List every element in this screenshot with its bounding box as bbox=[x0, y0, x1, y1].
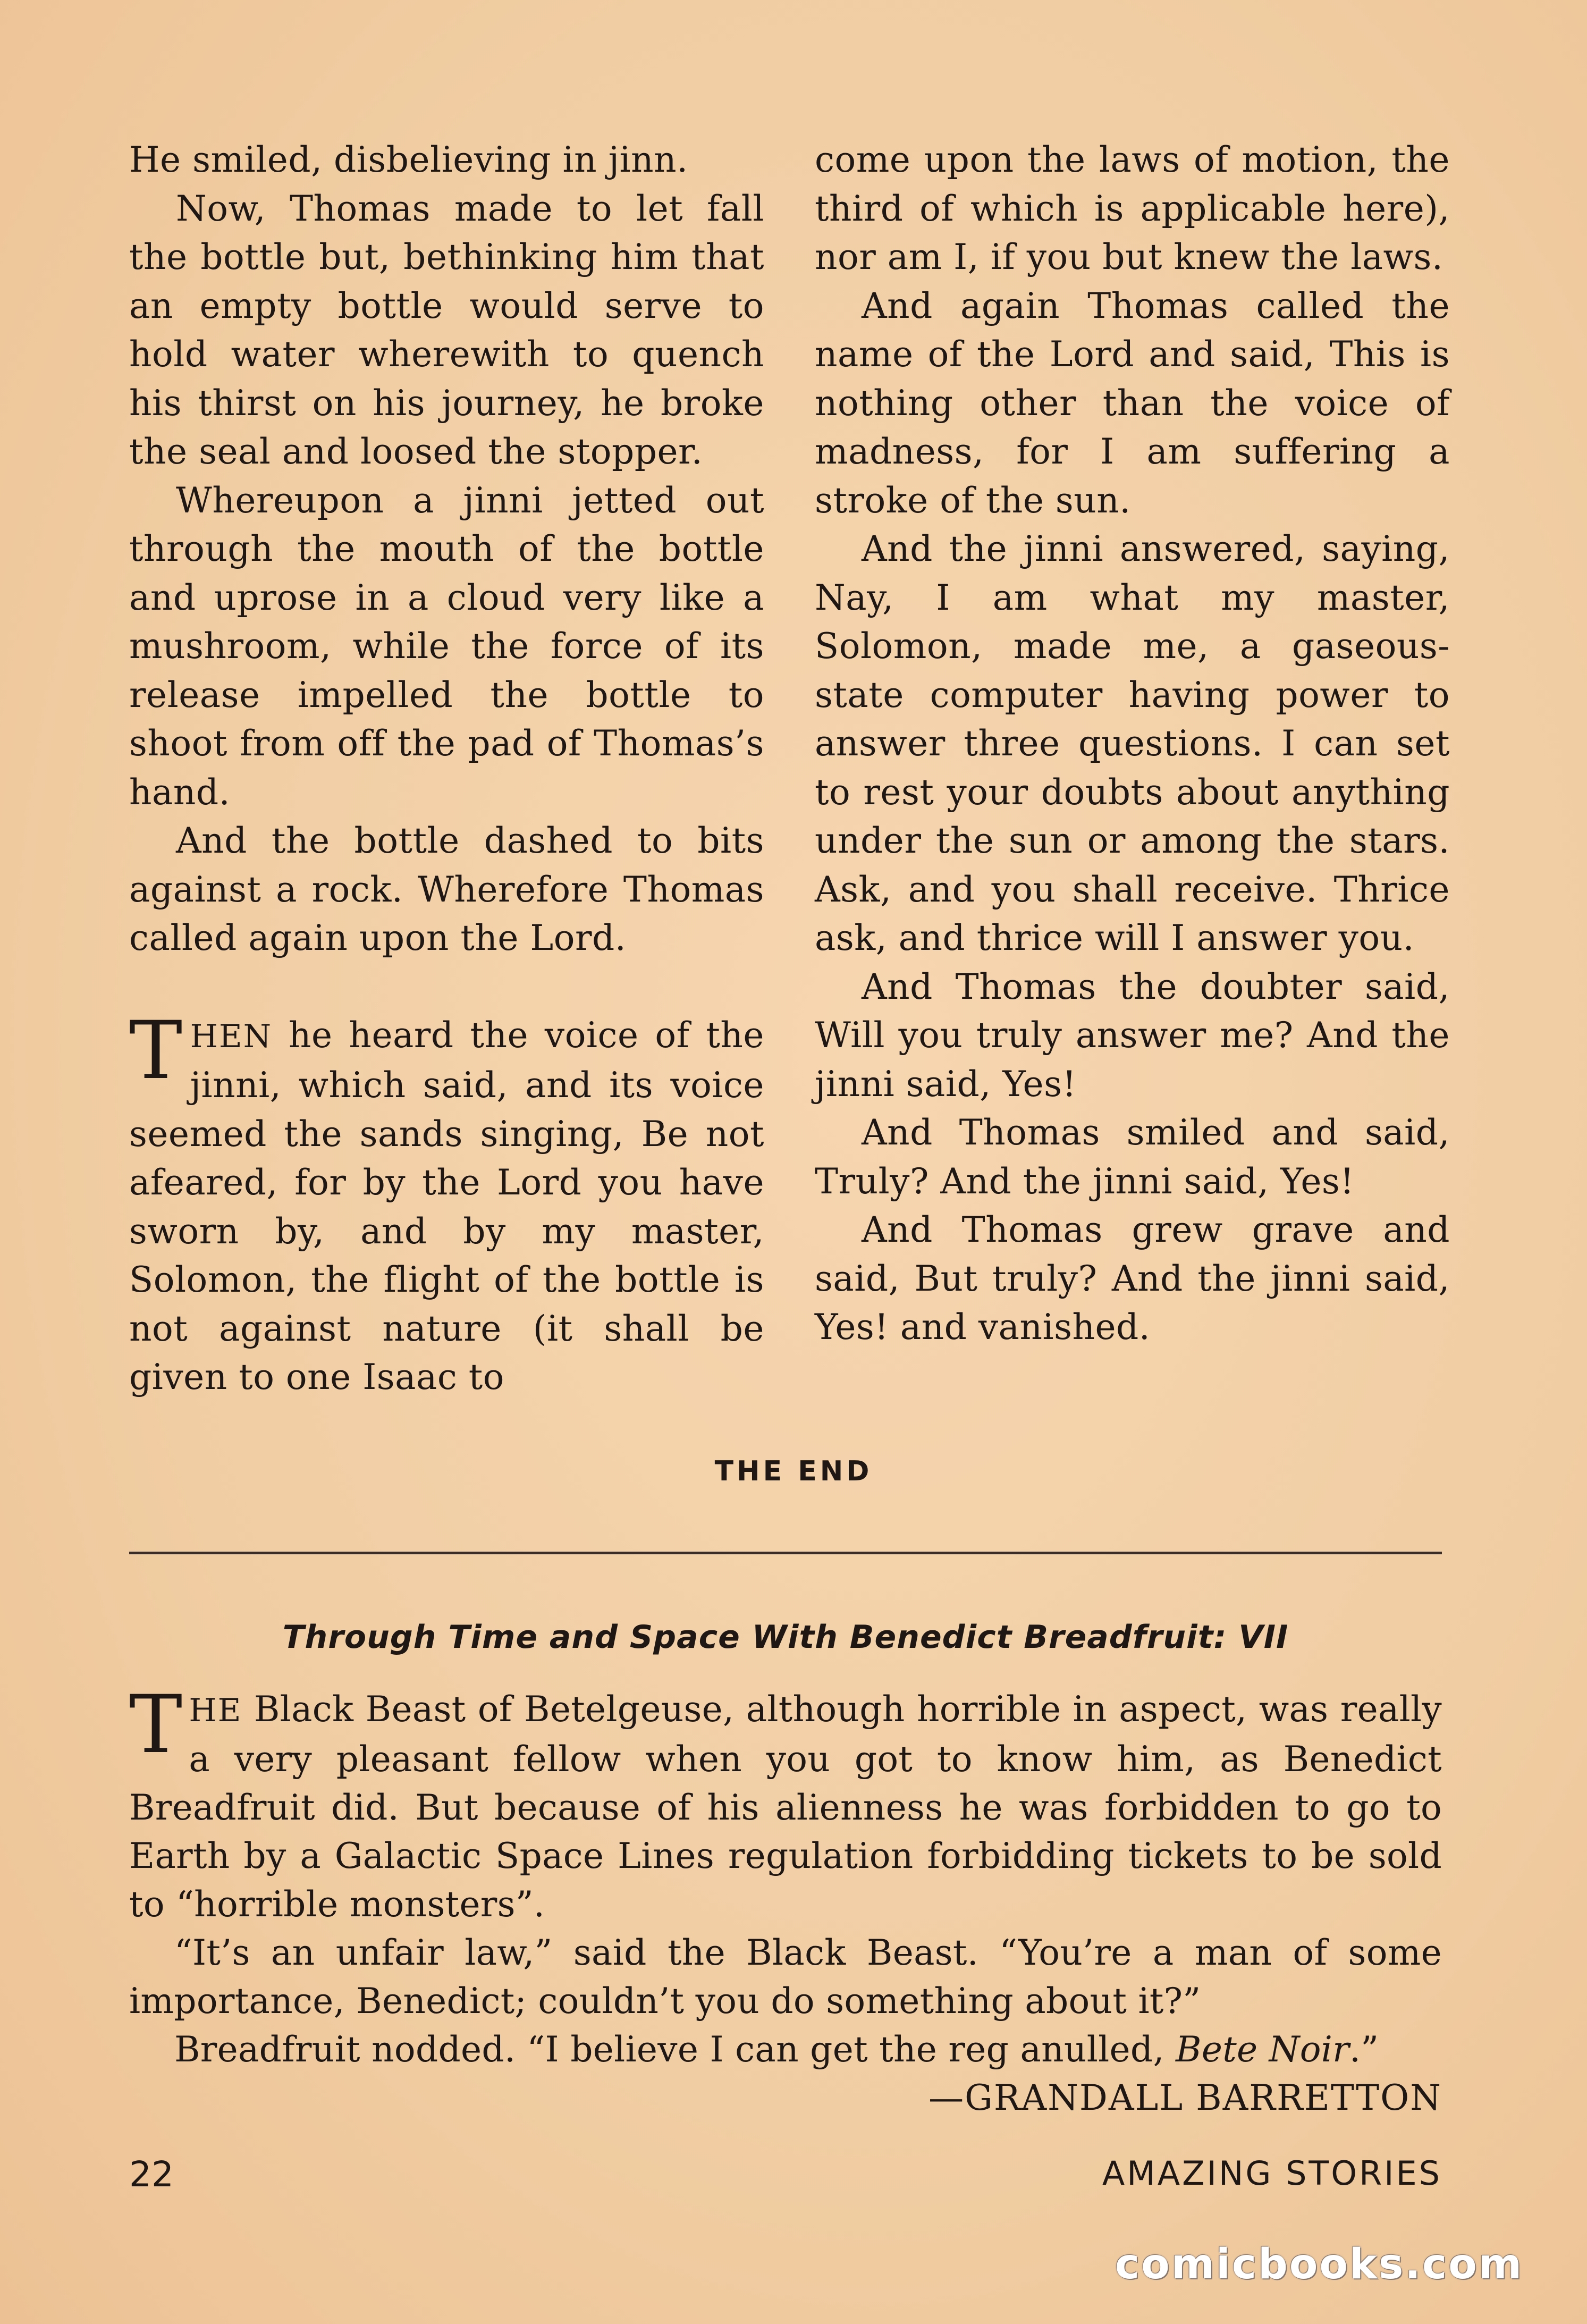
paragraph: And Thomas the doubter said, Will you truly answer me? And the jinni said, Yes! bbox=[815, 966, 1450, 1105]
author-byline: —GRANDALL BARRETTON bbox=[928, 2077, 1442, 2118]
story-column-right bbox=[815, 136, 1450, 1352]
drop-cap: T bbox=[129, 1679, 183, 1771]
italic-text: Bete Noir bbox=[1176, 2029, 1349, 2070]
paragraph bbox=[129, 2025, 1442, 2074]
paragraph: And the bottle dashed to bits against a rock. Wherefore Thomas called again upon the Lord. bbox=[129, 820, 764, 958]
paragraph: And Thomas smiled and said, Truly? And the jinni said, Yes! bbox=[815, 1112, 1450, 1202]
paragraph: He smiled, disbelieving in jinn. bbox=[129, 139, 688, 180]
paragraph-text: Breadfruit nodded. “I believe I can get the reg anulled, bbox=[174, 2029, 1176, 2070]
paragraph: And Thomas grew grave and said, But truly? And the jinni said, Yes! and vanished. bbox=[815, 1209, 1450, 1348]
paragraph: Whereupon a jinni jetted out through the mouth of the bottle and uprose in a cloud very like a mushroom, while the force of its release impelled the bottle to shoot from off the pad of Thomas’s hand. bbox=[129, 479, 764, 813]
page-number: 22 bbox=[129, 2154, 174, 2195]
paragraph-text: he heard the voice of the jinni, which said, and its voice seemed the sands singing, Be not afeared, for by the Lord you have sworn by, and by my master, Solomon, the flight of the bottle is not against nature (it shall be given to one Isaac to bbox=[129, 1014, 764, 1397]
paragraph: “It’s an unfair law,” said the Black Beast. “You’re a man of some importance, Benedict; couldn’t you do something about it?” bbox=[129, 1932, 1442, 2022]
small-caps-lead: HE bbox=[189, 1692, 242, 1729]
story-column-left bbox=[129, 136, 764, 1402]
small-caps-lead: HEN bbox=[190, 1017, 273, 1055]
paragraph-text: Black Beast of Betelgeuse, although horrible in aspect, was really a very pleasant fellow when you got to know him, as Benedict Breadfruit did. But because of his alienness he was forbidden to go to Earth by a Galactic Space Lines regulation forbidding tickets to be sold to “horrible monsters”. bbox=[129, 1689, 1442, 1925]
filler-title: Through Time and Space With Benedict Breadfruit: VII bbox=[282, 1619, 1289, 1656]
drop-cap: T bbox=[129, 1004, 183, 1097]
section-gap bbox=[129, 963, 764, 1011]
paragraph: And the jinni answered, saying, Nay, I am what my master, Solomon, made me, a gaseous-state computer having power to answer three questions. I can set to rest your doubts about anything under the sun or among the stars. Ask, and you shall receive. Thrice ask, and thrice will I answer you. bbox=[815, 528, 1450, 958]
divider-rule bbox=[129, 1552, 1442, 1554]
paragraph: come upon the laws of motion, the third of which is applicable here), nor am I, if you but knew the laws. bbox=[815, 139, 1450, 277]
filler-story bbox=[129, 1679, 1442, 2122]
watermark-logo: comicbooks.com bbox=[1115, 2241, 1523, 2288]
the-end-marker: THE END bbox=[714, 1455, 873, 1487]
magazine-name: AMAZING STORIES bbox=[1102, 2154, 1442, 2193]
paragraph-text: .” bbox=[1349, 2029, 1379, 2070]
paragraph: Now, Thomas made to let fall the bottle but, bethinking him that an empty bottle would serve to hold water wherewith to quench his thirst on his journey, he broke the seal and loosed the stopper. bbox=[129, 188, 764, 472]
paragraph-dropcap bbox=[129, 1004, 764, 1402]
paragraph: And again Thomas called the name of the Lord and said, This is nothing other than the voice of madness, for I am suffering a stroke of the sun. bbox=[815, 285, 1450, 521]
paragraph-dropcap bbox=[129, 1679, 1442, 1929]
